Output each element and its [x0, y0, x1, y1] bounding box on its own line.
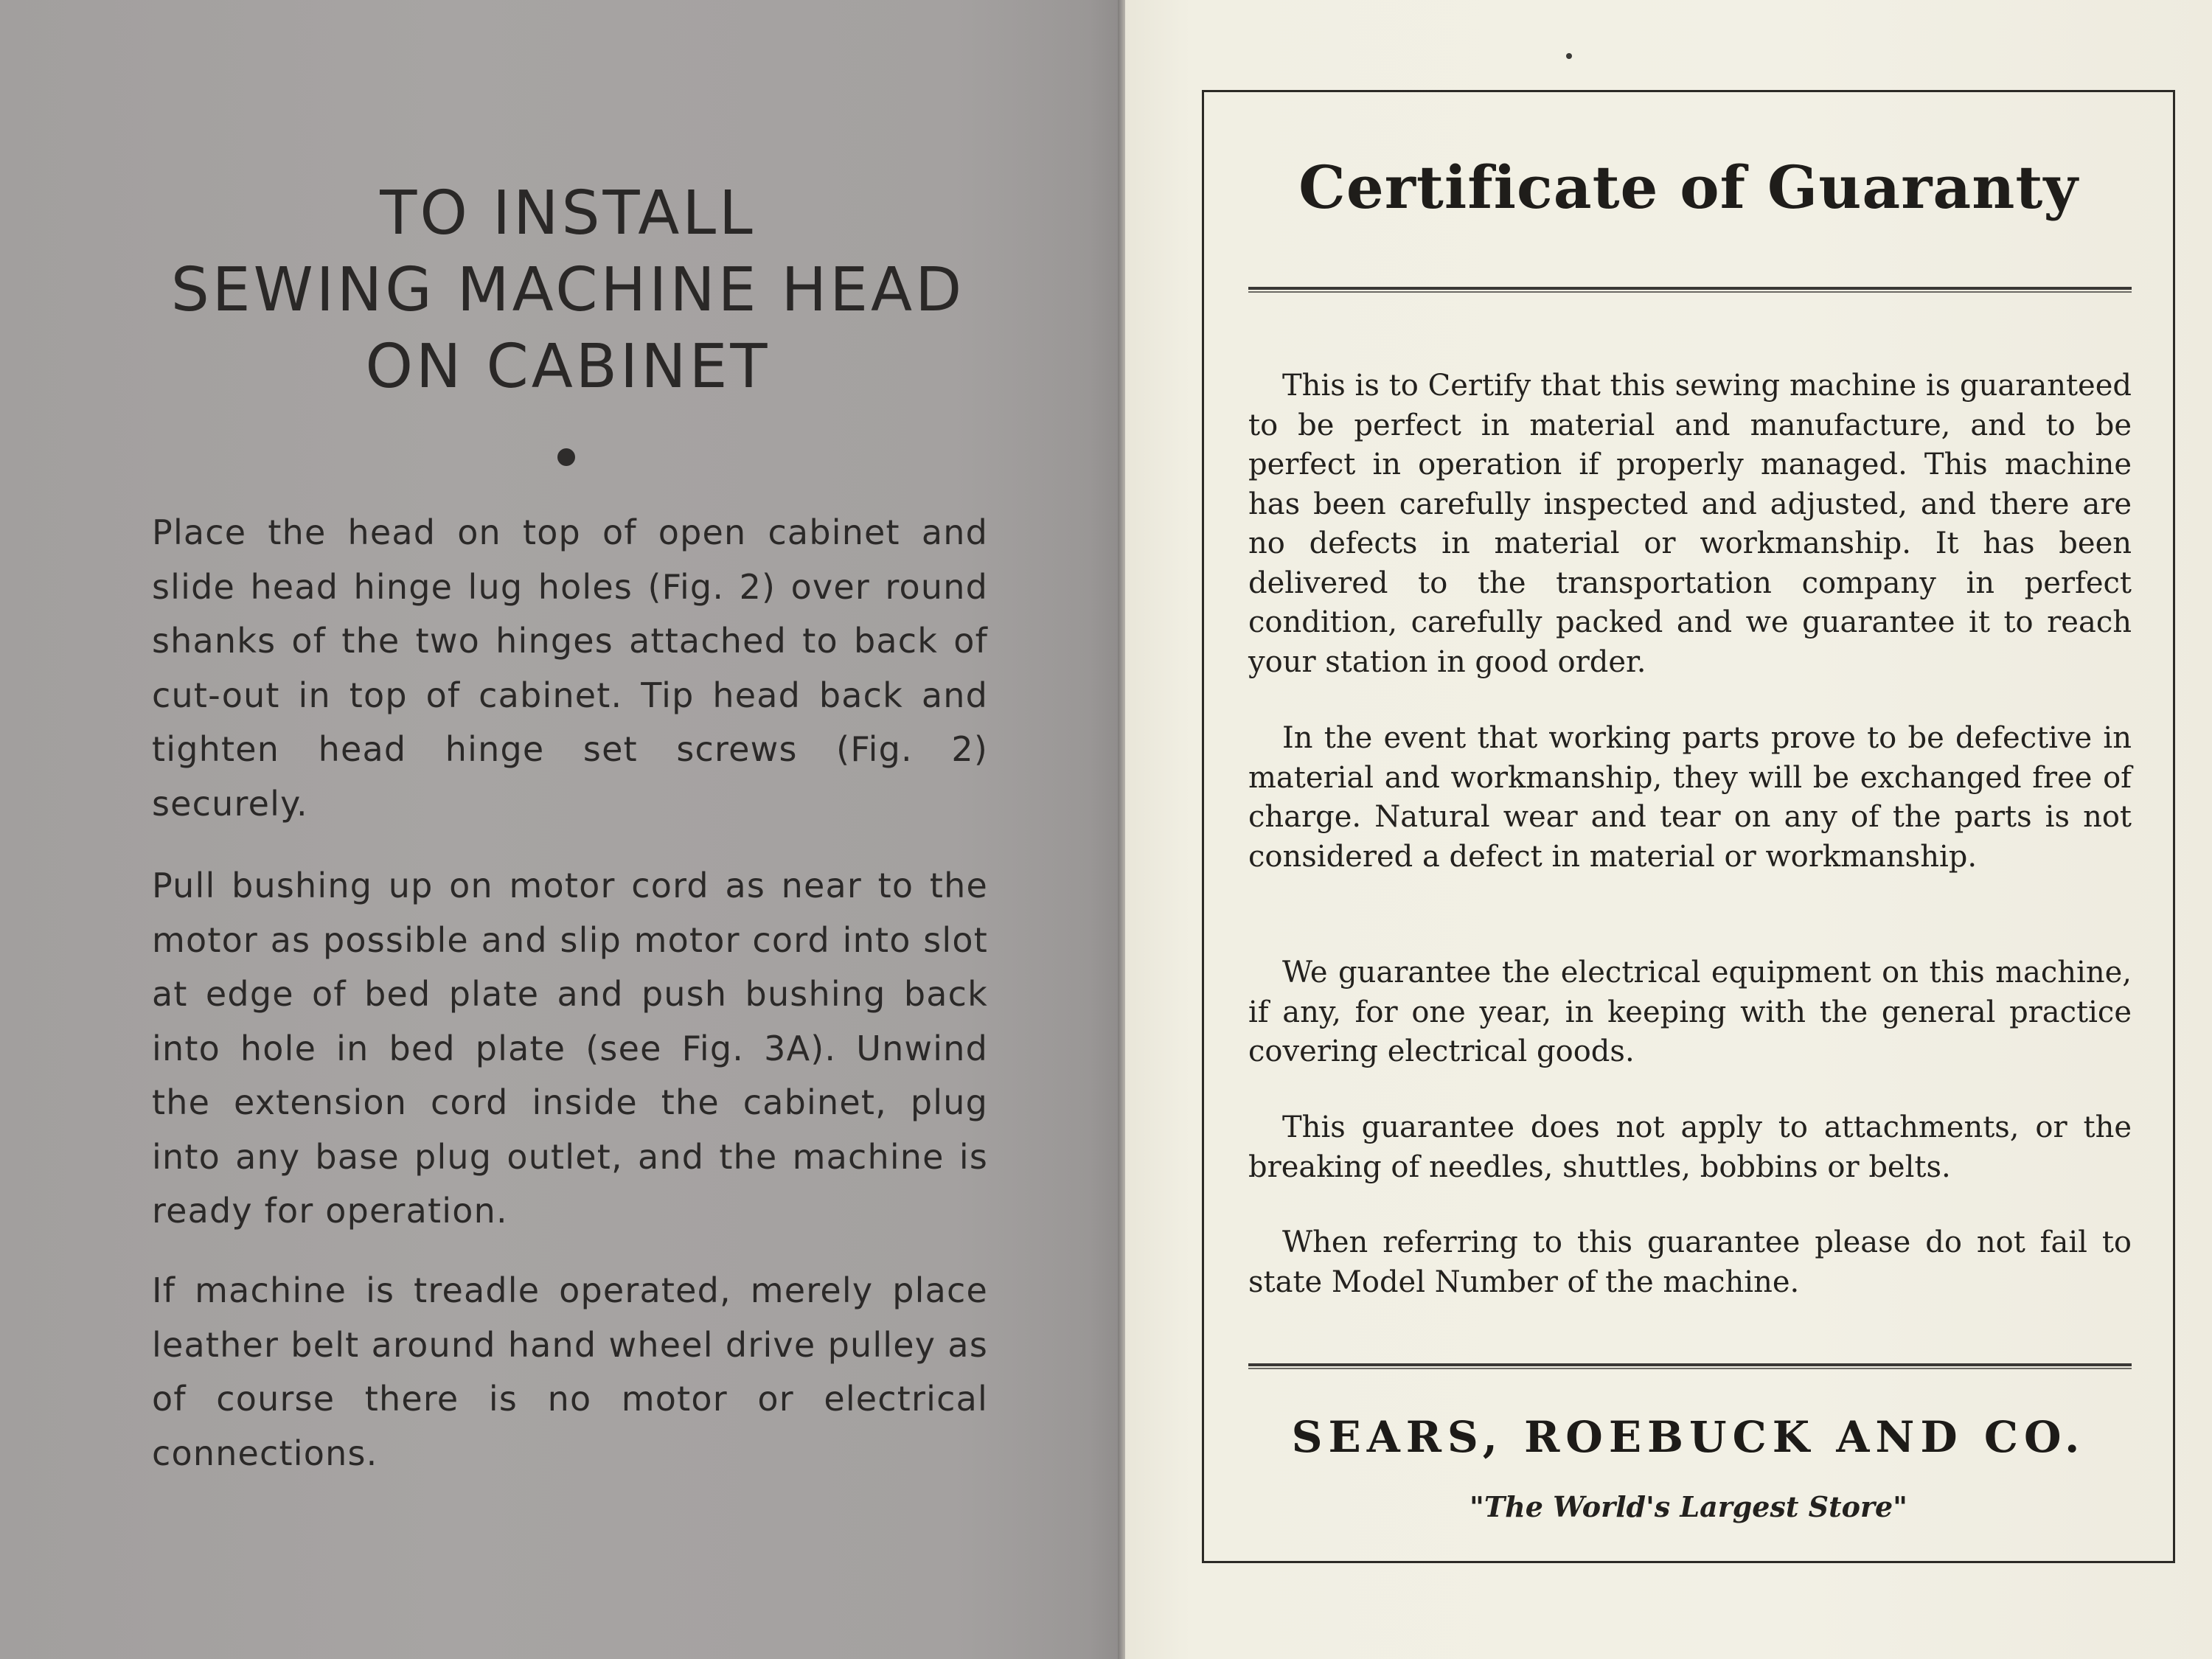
guarantee-paragraph-2: In the event that working parts prove to be defective in material and workmanship, they will be exchanged free of charge. Natural wear and tear on any of the parts is not considered a defect in material or workmanship.: [1248, 721, 2132, 874]
install-paragraph-1: Place the head on top of open cabinet and slide head hinge lug holes (Fig. 2) over round shanks of the two hinges attached to back of cut-out in top of cabinet. Tip head back and tighten head hinge set screws (Fig. 2) securely.: [152, 512, 988, 824]
company-slogan: "The World's Largest Store": [1470, 1490, 1907, 1523]
guarantee-paragraph-3: We guarantee the electrical equipment on this machine, if any, for one year, in keeping with the general practice covering electrical goods.: [1248, 956, 2132, 1068]
guarantee-paragraph-4: This guarantee does not apply to attachments, or the breaking of needles, shuttles, bobbins or belts.: [1248, 1110, 2132, 1184]
install-paragraph-3: If machine is treadle operated, merely place leather belt around hand wheel drive pulley as of course there is no motor or electrical connections.: [152, 1270, 988, 1473]
company-name: SEARS, ROEBUCK AND CO.: [1291, 1412, 2086, 1462]
certificate-frame: [1202, 90, 2175, 1563]
certificate-title: Certificate of Guaranty: [1298, 153, 2079, 222]
title-line-3: ON CABINET: [365, 332, 771, 402]
right-page: [1125, 0, 2212, 1659]
title-line-1: TO INSTALL: [380, 178, 756, 248]
title-line-2: SEWING MACHINE HEAD: [170, 255, 965, 325]
guarantee-paragraph-5: When referring to this guarantee please do not fail to state Model Number of the machine.: [1248, 1225, 2132, 1299]
guarantee-paragraph-1: This is to Certify that this sewing machine is guaranteed to be perfect in material and manufacture, and to be perfect in operation if properly managed. This machine has been carefully inspected and adjusted, and there are no defects in material or workmanship. It has been delivered to the transportation company in perfect condition, carefully packed and we guarantee it to reach your station in good order.: [1248, 369, 2132, 679]
bullet-ornament: [557, 448, 575, 466]
top-double-rule: [1248, 287, 2132, 293]
speck-mark: [1566, 53, 1572, 59]
bottom-double-rule: [1248, 1363, 2132, 1369]
install-instructions-title: [111, 175, 1025, 406]
install-paragraph-2: Pull bushing up on motor cord as near to the motor as possible and slip motor cord into slot at edge of bed plate and push bushing back into hole in bed plate (see Fig. 3A). Unwind the extension cord inside the cabinet, plug into any base plug outlet, and the machine is ready for operation.: [152, 866, 988, 1231]
